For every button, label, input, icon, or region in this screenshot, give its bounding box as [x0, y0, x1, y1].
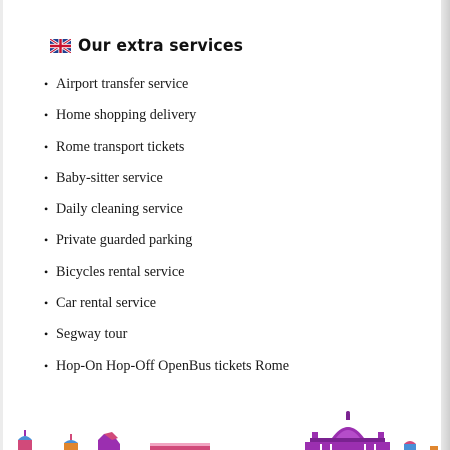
bullet-icon: •	[44, 233, 49, 248]
list-item	[44, 199, 289, 230]
page-left-edge	[0, 0, 3, 450]
service-label: Hop-On Hop-Off OpenBus tickets Rome	[56, 357, 290, 374]
bullet-icon: •	[44, 264, 49, 279]
list-item	[44, 168, 289, 199]
list-item	[44, 74, 289, 105]
service-label: Airport transfer service	[56, 76, 189, 92]
section-heading	[50, 34, 258, 58]
service-label: Private guarded parking	[56, 232, 193, 249]
list-item	[44, 356, 289, 387]
services-list	[44, 74, 289, 387]
service-label: Car rental service	[56, 295, 157, 312]
uk-flag-icon	[50, 39, 71, 53]
list-item	[44, 105, 289, 136]
list-item	[44, 230, 289, 261]
list-item	[44, 262, 289, 293]
bullet-icon: •	[44, 108, 49, 123]
service-label: Daily cleaning service	[56, 201, 183, 218]
page-right-edge	[441, 0, 450, 450]
bullet-icon: •	[44, 170, 49, 185]
service-label: Segway tour	[56, 326, 128, 343]
list-item	[44, 324, 289, 355]
list-item	[44, 137, 289, 168]
page-title: Our extra services	[78, 36, 244, 56]
bullet-icon: •	[44, 327, 49, 342]
list-item	[44, 293, 289, 324]
service-label: Bicycles rental service	[56, 263, 185, 280]
bullet-icon: •	[44, 202, 49, 217]
service-label: Baby-sitter service	[56, 169, 163, 186]
bullet-icon: •	[44, 77, 49, 91]
left-buildings-illustration	[18, 430, 210, 450]
rome-skyline-illustration	[0, 410, 441, 450]
dome-building-illustration	[305, 411, 438, 450]
bullet-icon: •	[44, 358, 49, 373]
bullet-icon: •	[44, 139, 49, 154]
service-label: Rome transport tickets	[56, 138, 185, 155]
service-label: Home shopping delivery	[56, 107, 197, 124]
bullet-icon: •	[44, 296, 49, 311]
